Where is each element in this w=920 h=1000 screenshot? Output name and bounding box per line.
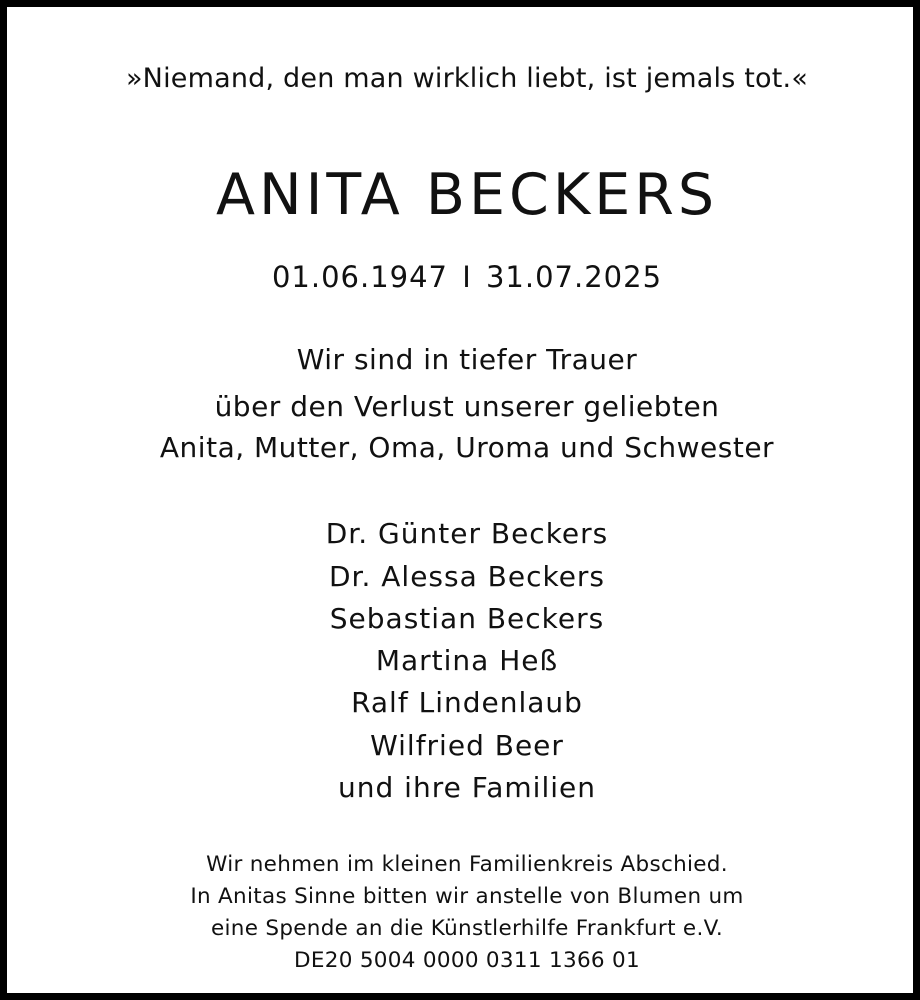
mourner-name: Martina Heß <box>375 644 559 677</box>
mourner-name: Wilfried Beer <box>370 729 564 762</box>
life-dates: 01.06.1947 I 31.07.2025 <box>271 260 663 294</box>
mourner-name: Dr. Günter Beckers <box>325 517 609 550</box>
quote: »Niemand, den man wirklich liebt, ist jemals tot.« <box>125 63 809 94</box>
mourners-closing: und ihre Familien <box>338 771 596 804</box>
message-line: Anita, Mutter, Oma, Uroma und Schwester <box>159 431 775 464</box>
message-line: Wir sind in tiefer Trauer <box>296 343 638 376</box>
footer-line: Wir nehmen im kleinen Familienkreis Abschied. <box>206 852 728 877</box>
bank-account-number: DE20 5004 0000 0311 1366 01 <box>294 948 640 973</box>
mourner-name: Ralf Lindenlaub <box>351 686 583 719</box>
mourner-name: Sebastian Beckers <box>329 602 605 635</box>
footer-line: In Anitas Sinne bitten wir anstelle von Blumen um <box>190 884 744 909</box>
footer-line: eine Spende an die Künstlerhilfe Frankfurt e.V. <box>211 916 723 941</box>
mourner-name: Dr. Alessa Beckers <box>328 560 606 593</box>
message-line: über den Verlust unserer geliebten <box>214 390 720 423</box>
deceased-name: ANITA BECKERS <box>215 162 719 228</box>
